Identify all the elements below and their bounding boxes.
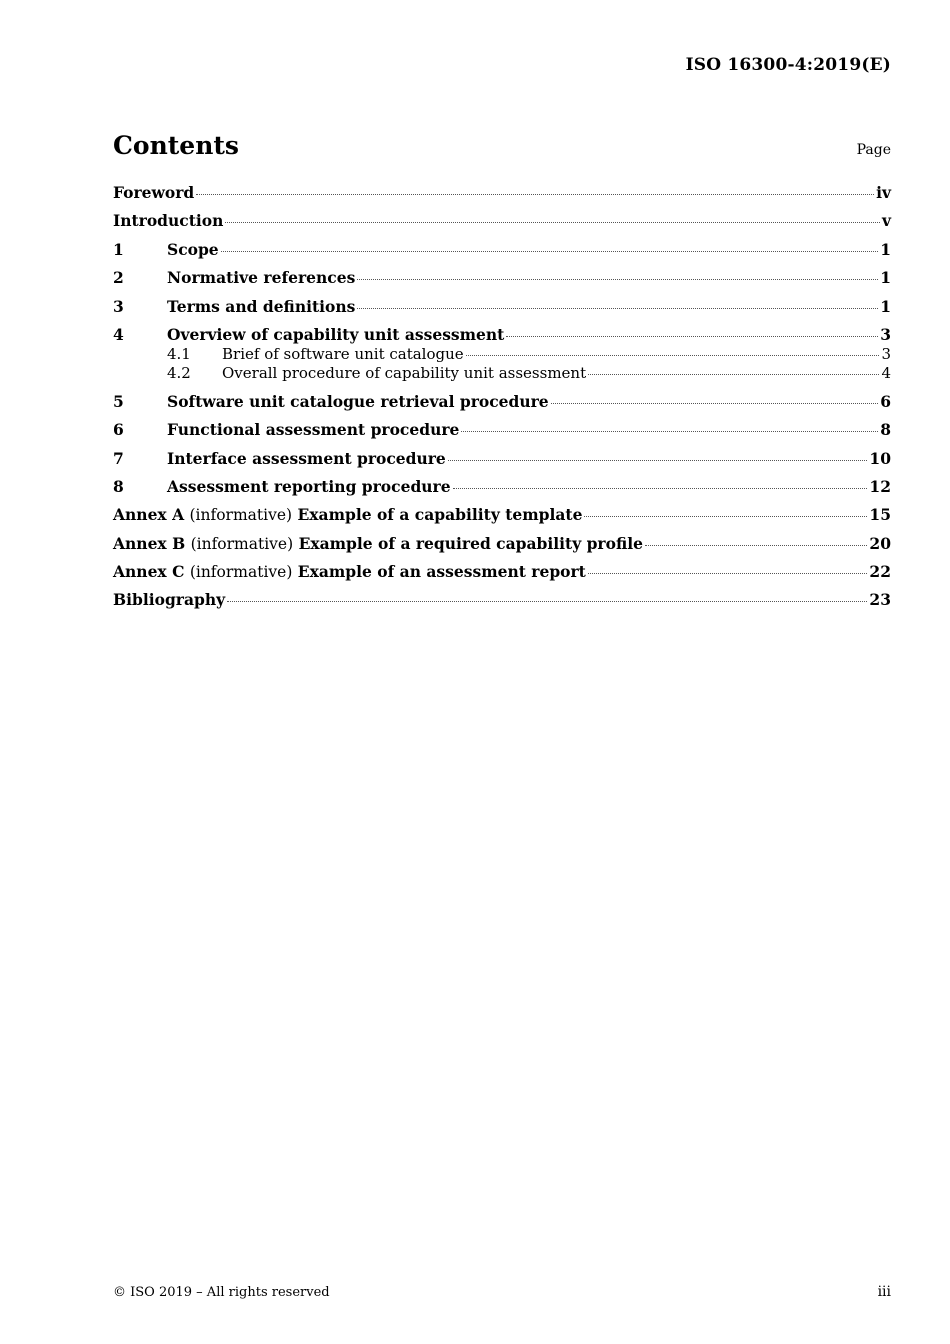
annex-label: Annex B	[113, 534, 186, 553]
toc-page: 20	[869, 534, 891, 553]
toc-leader	[453, 488, 868, 489]
toc-entry-annex-b[interactable]	[113, 535, 891, 553]
toc-page: 12	[869, 477, 891, 496]
toc-page: 10	[869, 449, 891, 468]
toc-leader	[584, 516, 867, 517]
toc-number: 8	[113, 477, 124, 496]
annex-label: Annex A	[113, 505, 185, 524]
toc-title: Example of a required capability profile	[298, 534, 643, 553]
toc-leader	[645, 545, 867, 546]
annex-label: Annex C	[113, 562, 185, 581]
toc-page: 4	[881, 364, 891, 382]
toc-entry-normative-references[interactable]	[113, 269, 891, 287]
toc-entry-annex-a[interactable]	[113, 506, 891, 524]
toc-number: 4.2	[167, 364, 191, 382]
toc-entry-functional-assessment[interactable]	[113, 421, 891, 439]
document-id-header: ISO 16300-4:2019(E)	[685, 55, 891, 75]
toc-number: 2	[113, 268, 124, 287]
page-number: iii	[877, 1284, 891, 1300]
toc-entry-foreword[interactable]	[113, 184, 891, 202]
toc-title: Interface assessment procedure	[167, 449, 446, 468]
toc-page: v	[881, 211, 891, 230]
toc-title: Example of an assessment report	[297, 562, 586, 581]
toc-page: iv	[876, 183, 891, 202]
toc-page: 15	[869, 505, 891, 524]
toc-leader	[588, 573, 868, 574]
toc-title: Brief of software unit catalogue	[222, 345, 464, 363]
toc-leader	[196, 194, 874, 195]
toc-leader	[506, 336, 878, 337]
toc-title: Overview of capability unit assessment	[167, 325, 505, 344]
copyright-notice: © ISO 2019 – All rights reserved	[113, 1285, 330, 1300]
toc-page: 3	[881, 345, 891, 363]
toc-leader	[357, 279, 878, 280]
toc-leader	[225, 222, 880, 223]
toc-page: 23	[869, 590, 891, 609]
toc-number: 5	[113, 392, 124, 411]
toc-leader	[461, 431, 878, 432]
toc-number: 1	[113, 240, 124, 259]
toc-entry-catalogue-retrieval[interactable]	[113, 393, 891, 411]
toc-leader	[448, 460, 868, 461]
toc-entry-overall-procedure[interactable]	[113, 364, 891, 383]
toc-title: Bibliography	[113, 590, 226, 609]
toc-entry-brief-catalogue[interactable]	[113, 345, 891, 364]
toc-number: 4	[113, 325, 124, 344]
toc-number: 6	[113, 420, 124, 439]
toc-leader	[227, 601, 867, 602]
toc-leader	[588, 374, 879, 375]
toc-title: Introduction	[113, 211, 224, 230]
toc-entry-assessment-reporting[interactable]	[113, 478, 891, 496]
toc-leader	[357, 308, 878, 309]
toc-title: Assessment reporting procedure	[167, 477, 451, 496]
toc-title: Foreword	[113, 183, 195, 202]
toc-title: Example of a capability template	[297, 505, 583, 524]
contents-heading: Contents	[113, 131, 240, 160]
toc-title: Overall procedure of capability unit assessment	[222, 364, 587, 382]
toc-leader	[221, 251, 879, 252]
annex-informative: (informative)	[189, 563, 293, 581]
table-of-contents	[113, 184, 891, 609]
toc-page: 6	[880, 392, 891, 411]
annex-informative: (informative)	[190, 535, 294, 553]
toc-entry-terms-definitions[interactable]	[113, 298, 891, 316]
toc-title: Normative references	[167, 268, 356, 287]
toc-title: Functional assessment procedure	[167, 420, 460, 439]
toc-entry-overview[interactable]	[113, 326, 891, 344]
page-column-label: Page	[856, 142, 891, 158]
toc-page: 1	[880, 268, 891, 287]
toc-page: 3	[880, 325, 891, 344]
toc-page: 1	[880, 240, 891, 259]
toc-page: 1	[880, 297, 891, 316]
toc-entry-scope[interactable]	[113, 241, 891, 259]
annex-informative: (informative)	[189, 506, 293, 524]
toc-leader	[551, 403, 879, 404]
toc-number: 3	[113, 297, 124, 316]
toc-page: 8	[880, 420, 891, 439]
toc-number: 4.1	[167, 345, 191, 363]
toc-page: 22	[869, 562, 891, 581]
toc-entry-bibliography[interactable]	[113, 591, 891, 609]
toc-number: 7	[113, 449, 124, 468]
toc-title: Scope	[167, 240, 219, 259]
toc-title: Software unit catalogue retrieval procedure	[167, 392, 549, 411]
toc-entry-interface-assessment[interactable]	[113, 450, 891, 468]
toc-leader	[466, 355, 880, 356]
toc-title: Terms and definitions	[167, 297, 356, 316]
toc-entry-introduction[interactable]	[113, 212, 891, 230]
toc-entry-annex-c[interactable]	[113, 563, 891, 581]
